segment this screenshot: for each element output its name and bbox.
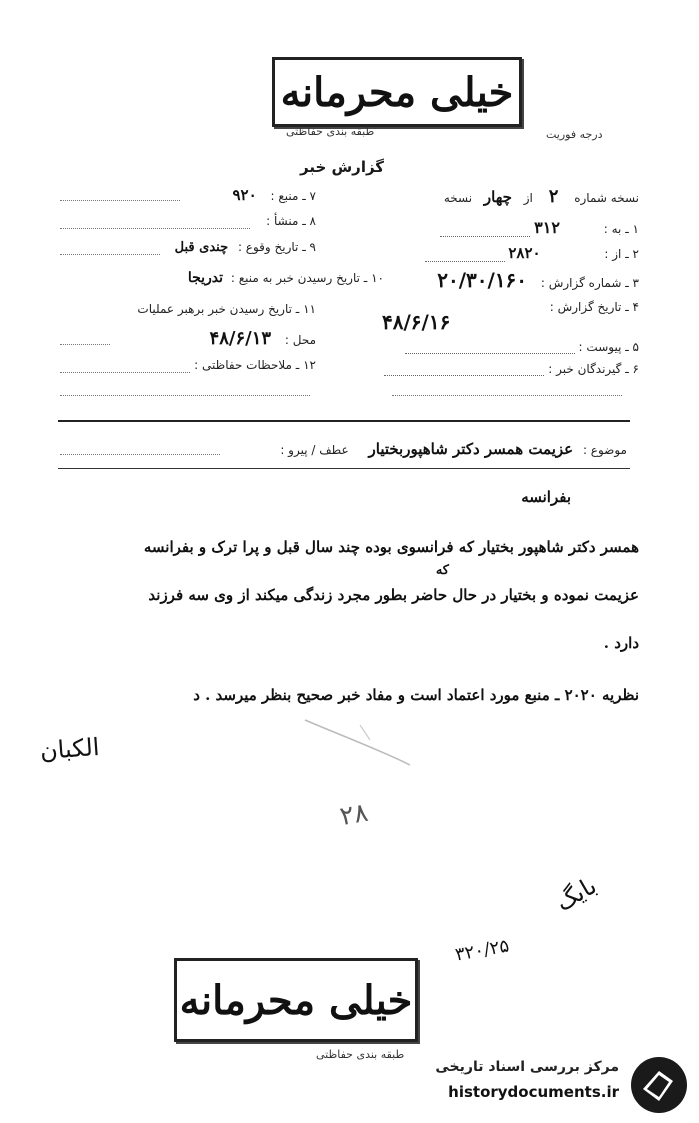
- copy-prefix: نسخه شماره: [574, 191, 639, 205]
- right-field-2: [425, 244, 639, 262]
- dotted-line: [60, 200, 180, 201]
- right-field-4: [550, 300, 639, 314]
- divider-subject: [58, 468, 630, 469]
- left-field-9: [175, 240, 316, 255]
- dotted-line: [60, 344, 110, 345]
- right-field-6: [384, 362, 639, 376]
- field-value: ۲۸۲۰: [508, 244, 541, 262]
- subject-dots: [60, 454, 220, 455]
- subject-line: [280, 440, 627, 458]
- field-label: ۵ ـ پیوست :: [578, 340, 639, 354]
- field-value: ۲۰/۳۰/۱۶۰: [437, 268, 528, 292]
- dotted-line: [60, 254, 160, 255]
- stamp-bottom-text: خیلی محرمانه: [179, 976, 413, 1024]
- report-title: گزارش خبر: [300, 158, 385, 176]
- priority-label: درجه فوریت: [546, 128, 603, 141]
- dotted-line: [405, 353, 575, 354]
- right-extra-dots: [392, 395, 622, 396]
- copy-suffix: نسخه: [443, 191, 473, 205]
- stamp-top-text: خیلی محرمانه: [280, 68, 514, 116]
- copy-from: از: [523, 191, 533, 205]
- mark-right: بایگ: [550, 871, 602, 917]
- left-field-11: [137, 302, 316, 316]
- dotted-line: [440, 236, 530, 237]
- field-value: چندی قبل: [174, 240, 229, 255]
- field-label: ۹ ـ تاریخ وقوع :: [237, 240, 316, 254]
- dotted-line: [60, 228, 250, 229]
- stamp-top: [272, 57, 522, 127]
- field-label: ۷ ـ منبع :: [270, 189, 316, 203]
- body-line-3: دارد .: [603, 634, 639, 652]
- body-line-1: همسر دکتر شاهپور بختیار که فرانسوی بوده چند سال قبل و پرا ترک و بفرانسه: [143, 538, 639, 556]
- signature-left: الکبان: [39, 732, 101, 766]
- left-field-10: [188, 270, 384, 286]
- archive-logo-icon: [629, 1055, 689, 1115]
- dotted-line: [384, 375, 544, 376]
- stamp-bottom: [174, 958, 418, 1042]
- report-date-value: ۴۸/۶/۱۶: [382, 310, 451, 334]
- body-line-2: عزیمت نموده و بختیار در حال حاضر بطور مجرد زندگی میکند از وی سه فرزند: [148, 586, 639, 604]
- divider-top: [58, 420, 630, 422]
- field-label: ۲ ـ از :: [604, 247, 639, 261]
- field-label: ۳ ـ شماره گزارش :: [540, 276, 639, 290]
- subject-ref-label: عطف / پیرو :: [280, 443, 349, 457]
- field-value: ۹۲۰: [232, 186, 257, 204]
- field-label: ۱۲ ـ ملاحظات حفاظتی :: [194, 358, 316, 372]
- classification-label-bottom: طبقه بندی حفاظتی: [316, 1048, 405, 1061]
- number-right: ۳۲۰/۲۵: [453, 935, 511, 966]
- left-field-place: [210, 328, 316, 349]
- field-label: ۱۱ ـ تاریخ رسیدن خبر برهبر عملیات: [137, 302, 316, 316]
- watermark: [399, 1053, 689, 1117]
- body-line-4: نظریه ۲۰۲۰ ـ منبع مورد اعتماد است و مفاد خبر صحیح بنظر میرسد . د: [193, 686, 639, 704]
- left-field-8: [266, 214, 316, 228]
- field-label: ۶ ـ گیرندگان خبر :: [548, 362, 639, 376]
- left-field-12: [194, 358, 316, 372]
- field-value: تدریجا: [187, 270, 224, 286]
- field-label: محل :: [284, 333, 316, 347]
- right-field-1: [440, 218, 639, 237]
- field-label: ۴ ـ تاریخ گزارش :: [549, 300, 639, 314]
- watermark-title: مرکز بررسی اسناد تاریخی: [435, 1059, 619, 1075]
- field-label: ۸ ـ منشأ :: [266, 214, 316, 228]
- dotted-line: [425, 261, 505, 262]
- faint-scribble: [300, 710, 420, 770]
- right-field-5: [405, 340, 639, 354]
- field-label: ۱۰ ـ تاریخ رسیدن خبر به منبع :: [230, 271, 384, 285]
- copy-number: ۲: [548, 186, 559, 207]
- copy-line: [444, 186, 639, 207]
- field-value: ۴۸/۶/۱۳: [209, 328, 272, 349]
- copy-count: چهار: [483, 188, 512, 206]
- subject-label: موضوع :: [582, 443, 627, 457]
- subject-value: عزیمت همسر دکتر شاهپوربختیار: [368, 440, 574, 458]
- body-heading: بفرانسه: [521, 488, 571, 506]
- mark-middle: ۲۸: [337, 797, 371, 833]
- dotted-line: [60, 372, 190, 373]
- body-line-1-insert: که: [435, 563, 449, 578]
- left-field-7: [232, 186, 316, 204]
- dotted-line: [60, 395, 310, 396]
- right-field-3: [437, 268, 639, 292]
- classification-label: طبقه بندی حفاظتی: [286, 125, 375, 138]
- field-value: ۳۱۲: [534, 218, 560, 237]
- watermark-url: historydocuments.ir: [448, 1083, 619, 1101]
- field-label: ۱ ـ به :: [603, 222, 639, 236]
